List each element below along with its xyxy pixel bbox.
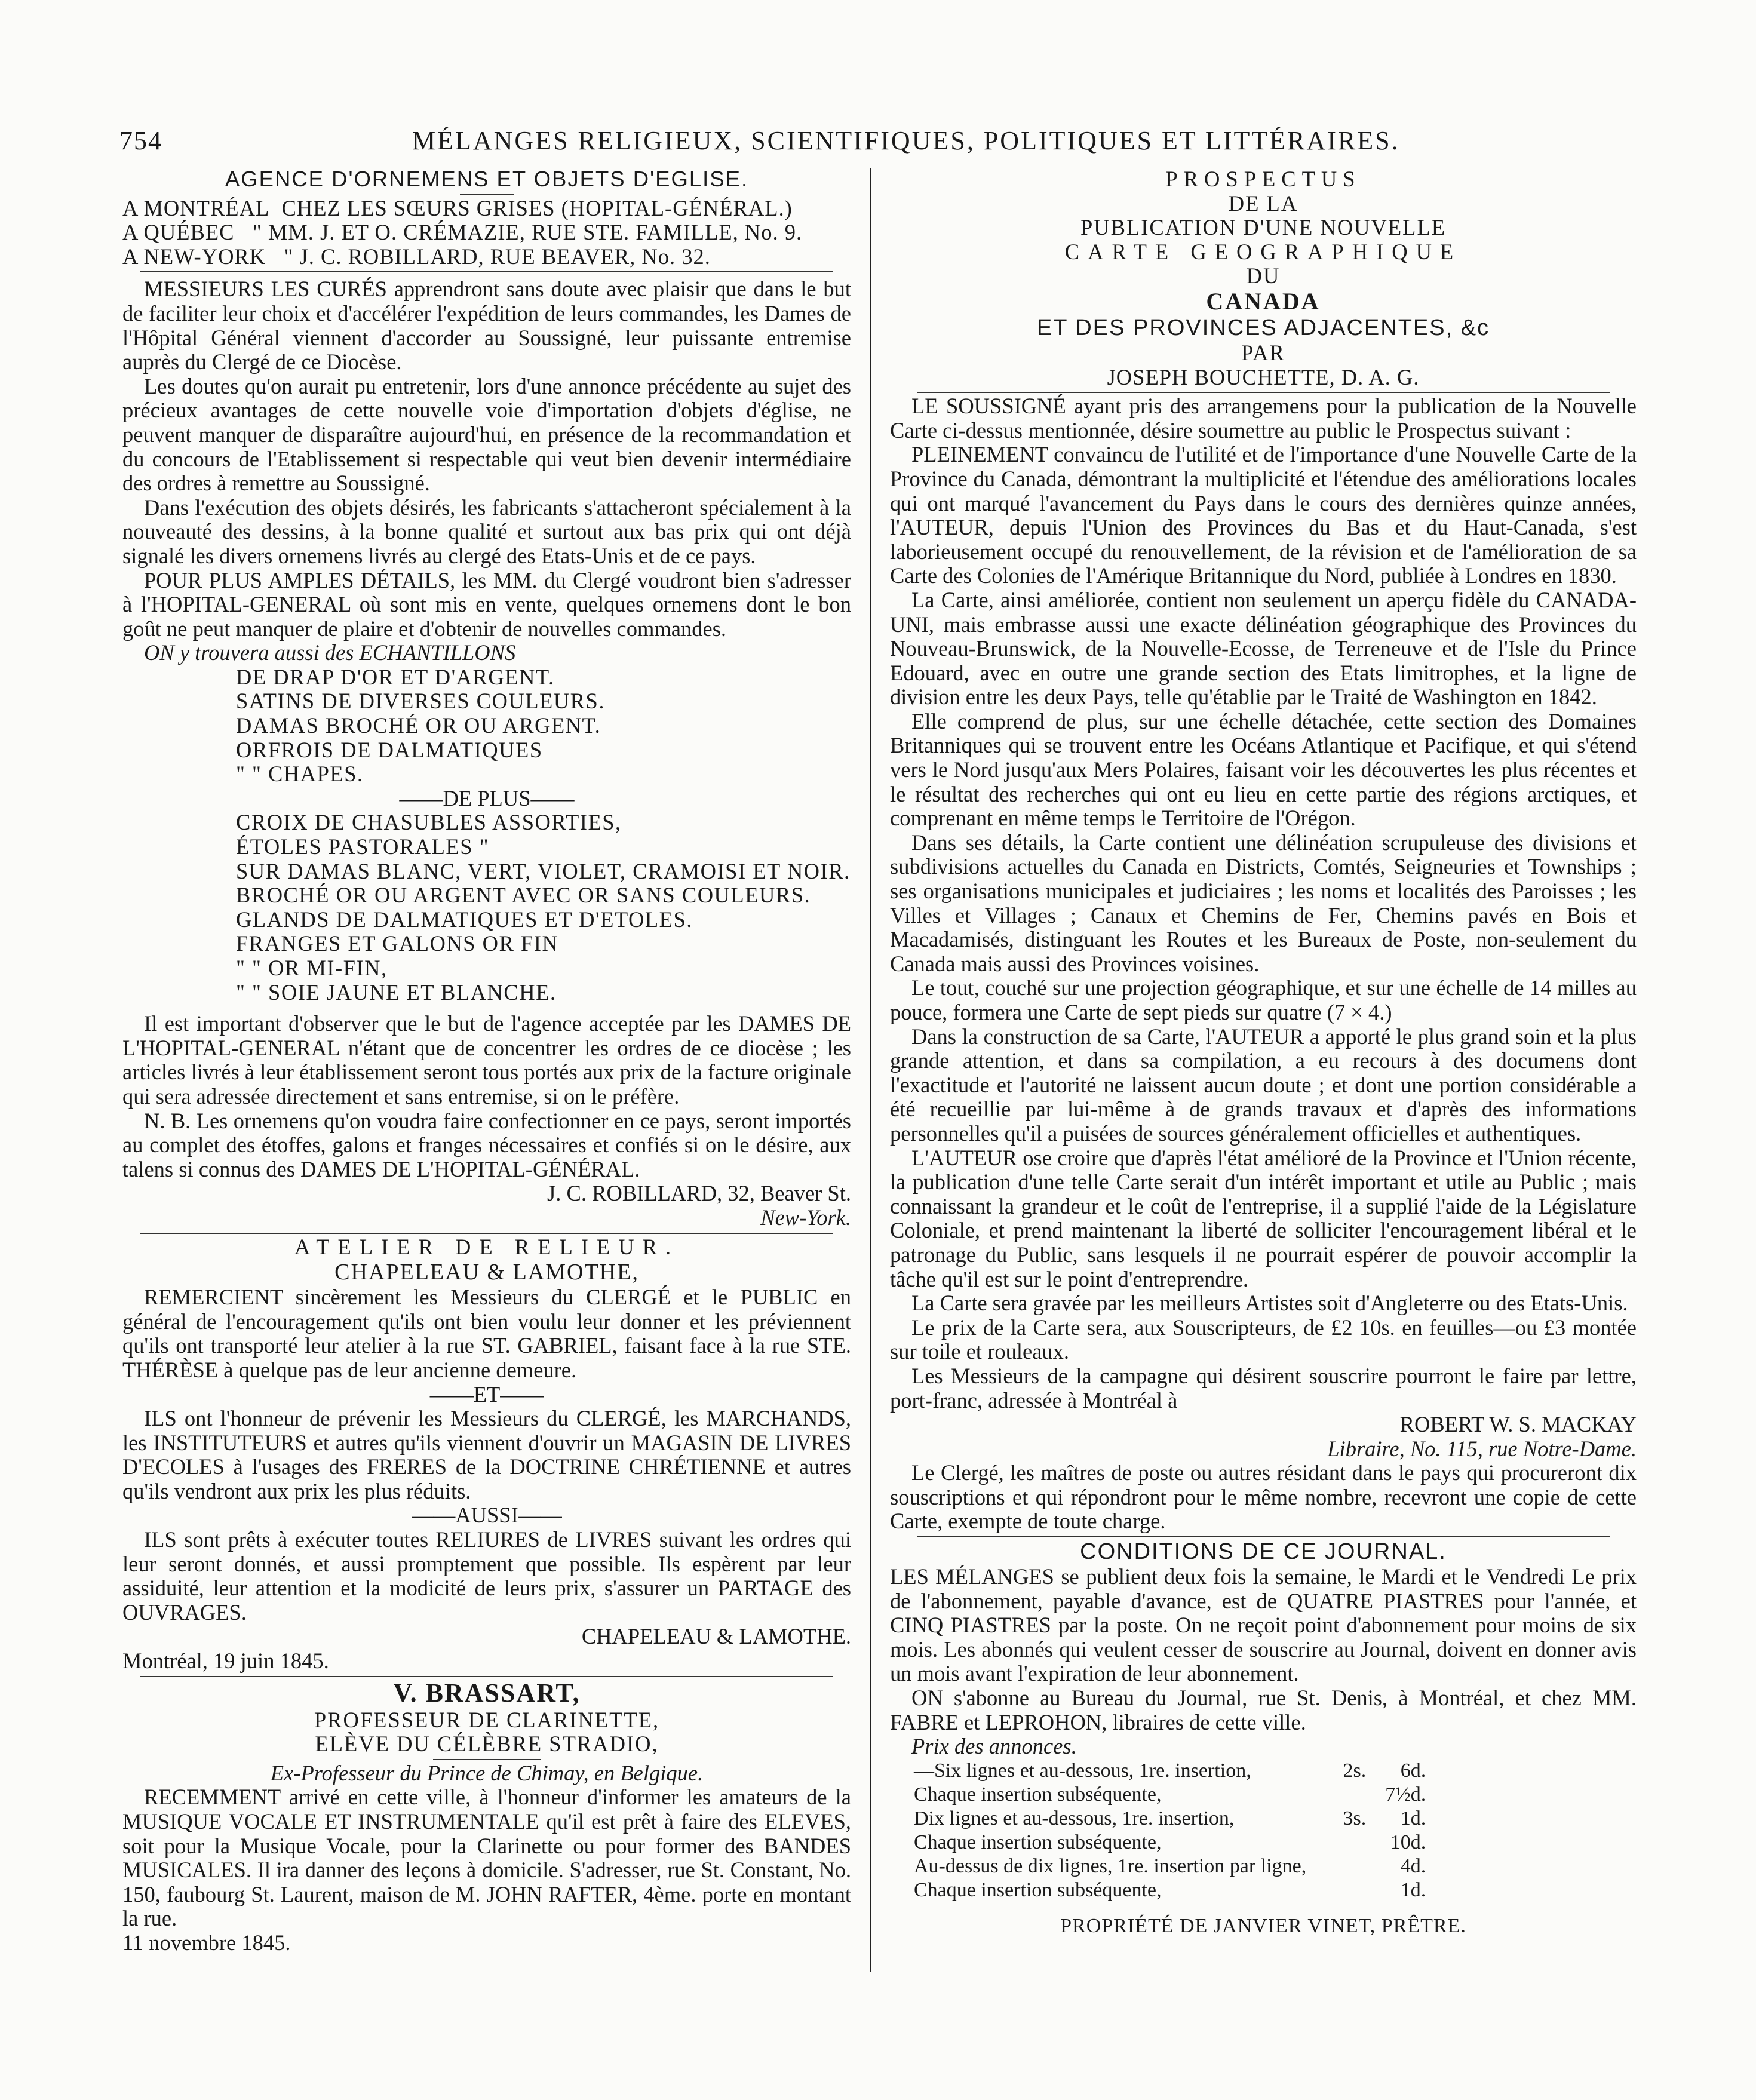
extra-item: ÉTOLES PASTORALES " [236,834,490,859]
prospectus-paragraph: Le Clergé, les maîtres de poste ou autres résidant dans le pays qui procureront dix souscriptions et qui répondront pour le même nombre, recevront une copie de cette Carte, exempte de toute charge. [890,1460,1637,1534]
brassart-line: ELÈVE DU CÉLÈBRE STRADIO, [315,1731,659,1757]
prospectus-line: PAR [1241,340,1285,365]
brassart-paragraph: RECEMMENT arrivé en cette ville, à l'honneur d'informer les amateurs de la MUSIQUE VOCALE ET INSTRUMENTALE qu'il est prêt à faire des ELEVES, soit pour la Musique Vocale, pour la Clarinette ou pour former des BANDES MUSICALES. Il ira danner des leçons à domicile. S'adresser, rue St. Constant, No. 150, faubourg St. Laurent, maison de M. JOHN RAFTER, 4ème. porte en montant la rue. [122,1785,851,1931]
agence-paragraph: POUR PLUS AMPLES DÉTAILS, les MM. du Clergé voudront bien s'adresser à l'HOPITAL-GENERAL où sont mis en vente, quelques ornemens dont le bon goût ne peut manquer de plaire et d'obtenir de nouvelles commandes. [122,567,851,641]
prospectus-paragraph: Les Messieurs de la campagne qui désirent souscrire pourront le faire par lettre, port-franc, adressée à Montréal à [890,1363,1637,1413]
et-heading: ——ET—— [429,1381,544,1407]
extra-item: FRANGES ET GALONS OR FIN [236,931,559,956]
separator [140,1676,833,1677]
extra-item: " " OR MI-FIN, [236,956,388,980]
separator [460,194,514,195]
footer-propriete: PROPRIÉTÉ DE JANVIER VINET, PRÊTRE. [1060,1914,1466,1937]
table-row: Dix lignes et au-dessous, 1re. insertion, 3s. 1d. [914,1807,1426,1829]
aussi-heading: ——AUSSI—— [412,1503,562,1528]
brassart-line: Ex-Professeur du Prince de Chimay, en Belgique. [270,1760,704,1785]
prospectus-line: PUBLICATION D'UNE NOUVELLE [1080,215,1447,240]
prospectus-paragraph: PLEINEMENT convaincu de l'utilité et de l'importance d'une Nouvelle Carte de la Province du Canada, démontrant la multiplicité et l'étendue des améliorations locales qui ont marqué l'avancement du Pays dans le cours des dernières quinze années, l'AUTEUR, depuis l'Union des Provinces du Bas et du Haut-Canada, s'est laborieusement occupé du renouvellement, de la révision et de l'amélioration de sa Carte des Colonies de l'Amérique Britannique du Nord, publiée à Londres en 1830. [890,442,1637,588]
address-city: A MONTRÉAL [122,195,270,220]
prospectus-paragraph: La Carte, ainsi améliorée, contient non seulement un aperçu fidèle du CANADA-UNI, mais embrasse aussi une exacte délinéation géographique des Provinces du Nouveau-Brunswick, de la Nouvelle-Ecosse, de Terreneuve et de l'Isle du Prince Edouard, avec en outre une grande section des Etats limitrophes, et la ligne de division entre les deux Pays, telle qu'établie par le Traité de Washington en 1842. [890,587,1637,710]
table-row: Chaque insertion subséquente, 10d. [914,1831,1426,1853]
prix-label: Prix des annonces. [911,1734,1077,1759]
prospectus-paragraph: Le tout, couché sur une projection géographique, et sur une échelle de 14 milles au pouce, formera une Carte de sept pieds sur quatre (7 × 4.) [890,975,1637,1024]
address-newyork [122,245,851,269]
address-text: " J. C. ROBILLARD, RUE BEAVER, No. 32. [284,244,711,269]
prospectus-signature: ROBERT W. S. MACKAY [1399,1412,1637,1437]
fabric-item: " " CHAPES. [236,762,364,787]
table-row: Chaque insertion subséquente, 7½d. [914,1783,1426,1806]
prix-table [914,1759,1432,1902]
conditions-title: CONDITIONS DE CE JOURNAL. [1080,1539,1447,1565]
fabric-item: DAMAS BROCHÉ OR OU ARGENT. [236,713,601,738]
running-title: MÉLANGES RELIGIEUX, SCIENTIFIQUES, POLITIQUES ET LITTÉRAIRES. [412,126,1400,155]
right-column [890,167,1637,1978]
brassart-line: PROFESSEUR DE CLARINETTE, [314,1707,660,1732]
address-text: CHEZ LES SŒURS GRISES (HOPITAL-GÉNÉRAL.) [281,195,793,220]
atelier-date: Montréal, 19 juin 1845. [122,1648,329,1674]
column-rule [870,168,871,1972]
prospectus-paragraph: Elle comprend de plus, sur une échelle détachée, cette section des Domaines Britanniques qui se trouvent entre les Océans Atlantique et Pacifique, et qui s'étend vers le Nord jusqu'aux Mers Polaires, faisant voir les découvertes les plus récentes et le résultat des recherches qui ont eu lieu en cette partie des régions arctiques, et comprenant en même temps le Territoire de l'Orégon. [890,708,1637,831]
prospectus-paragraph: L'AUTEUR ose croire que d'après l'état amélioré de la Province et l'Union récente, la publication d'une telle Carte serait d'un intérêt important et utile au Public ; mais connaissant la grandeur et le coût de l'entreprise, il a supplié l'aide de la Législature Coloniale, et prend maintenant la liberté de solliciter l'encouragement libéral et le patronage du Public, sans lesquels il ne pourrait espérer de pouvoir accomplir la tâche qu'il est sur le point d'entreprendre. [890,1145,1637,1291]
agence-signature: J. C. ROBILLARD, 32, Beaver St. [547,1181,851,1206]
table-row: Au-dessus de dix lignes, 1re. insertion par ligne, 4d. [914,1855,1426,1877]
brassart-date: 11 novembre 1845. [122,1930,291,1955]
fabric-item: ORFROIS DE DALMATIQUES [236,737,543,762]
prospectus-paragraph: LE SOUSSIGNÉ ayant pris des arrangemens pour la publication de la Nouvelle Carte ci-dessus mentionnée, désire soumettre au public le Prospectus suivant : [890,394,1637,443]
prospectus-paragraph: Dans ses détails, la Carte contient une délinéation scrupuleuse des divisions et subdivisions actuelles du Canada en Districts, Comtés, Seigneuries et Townships ; ses organisations municipales et judiciaires ; les noms et localités des Paroisses ; les Villes et Villages ; Canaux et Chemins de Fer, Chemins pavés en Bois et Macadamisés, distinguant les Routes et les Bureaux de Poste, non-seulement du Canada mais aussi des Provinces voisines. [890,830,1637,976]
extra-item: CROIX DE CHASUBLES ASSORTIES, [236,810,622,835]
address-quebec [122,220,851,245]
prospectus-paragraph: Dans la construction de sa Carte, l'AUTEUR a apporté le plus grand soin et la plus grande attention, et dans sa compilation, a eu recours à des documens dont l'exactitude et l'autorité ne laissent aucun doute ; et dont une portion considérable a été recueillie par lui-même à de grands travaux et d'après des informations personnelles qu'il a puisées de sources généralement officielles et authentiques. [890,1024,1637,1146]
conditions-paragraph: LES MÉLANGES se publient deux fois la semaine, le Mardi et le Vendredi Le prix de l'abonnement, payable d'avance, est de QUATRE PIASTRES pour l'année, et CINQ PIASTRES par la poste. On ne reçoit point d'abonnement pour moins de six mois. Les abonnés qui veulent cesser de souscrire au Journal, doivent en donner avis un mois avant l'expiration de leur abonnement. [890,1564,1637,1686]
de-plus-heading: ——DE PLUS—— [399,785,575,810]
carte-title: CARTE GEOGRAPHIQUE [1064,239,1462,264]
atelier-paragraph: REMERCIENT sincèrement les Messieurs du CLERGÉ et le PUBLIC en général de l'encouragement qu'ils ont bien voulu leur donner et les préviennent qu'ils ont transporté leur atelier à la rue ST. GABRIEL, faisant face à la rue STE. THÉRÈSE à quelque pas de leur ancienne demeure. [122,1285,851,1382]
atelier-title: ATELIER DE RELIEUR. [294,1234,680,1259]
atelier-paragraph: ILS sont prêts à exécuter toutes RELIURES de LIVRES suivant les ordres qui leur seront donnés, et aussi promptement que possible. Ils espèrent par leur assiduité, leur attention et la modicité de leurs prix, s'assurer un PARTAGE des OUVRAGES. [122,1527,851,1625]
table-row: —Six lignes et au-dessous, 1re. insertion, 2s. 6d. [914,1759,1426,1782]
brassart-name: V. BRASSART, [393,1678,581,1708]
atelier-paragraph: ILS ont l'honneur de prévenir les Messieurs du CLERGÉ, les MARCHANDS, les INSTITUTEURS et autres qu'ils viennent d'ouvrir un MAGASIN DE LIVRES D'ECOLES à l'usages des FRERES de la DOCTRINE CHRÉTIENNE et autres qu'ils vendront aux prix les plus réduits. [122,1406,851,1503]
running-head [119,123,1648,159]
prospectus-paragraph: Le prix de la Carte sera, aux Souscripteurs, de £2 10s. en feuilles—ou £3 montée sur toile et rouleaux. [890,1315,1637,1364]
prospectus-author: JOSEPH BOUCHETTE, D. A. G. [1107,364,1420,389]
separator [917,392,1610,393]
prospectus-signature-address: Libraire, No. 115, rue Notre-Dame. [1327,1436,1637,1461]
provinces-title: ET DES PROVINCES ADJACENTES, &c [1036,315,1490,340]
atelier-subtitle: CHAPELEAU & LAMOTHE, [334,1260,639,1285]
extra-item: " " SOIE JAUNE ET BLANCHE. [236,980,557,1005]
separator [917,1536,1610,1537]
fabric-item: SATINS DE DIVERSES COULEURS. [236,689,605,714]
page-number: 754 [119,126,162,155]
left-column [122,167,851,1978]
address-city: A NEW-YORK [122,244,266,269]
conditions-paragraph: ON s'abonne au Bureau du Journal, rue St. Denis, à Montréal, et chez MM. FABRE et LEPROHON, libraires de cette ville. [890,1685,1637,1734]
separator [433,1759,541,1760]
fabric-item: DE DRAP D'OR ET D'ARGENT. [236,664,555,689]
agence-paragraph: Il est important d'observer que le but de l'agence acceptée par les DAMES DE L'HOPITAL-GENERAL n'étant que de concentrer les ordres de ce diocèse ; les articles livrés à leur établissement seront tous portés aux prix de la facture originale qui sera adressée directement et sans entremise, si on le préfère. [122,1011,851,1109]
atelier-signature: CHAPELEAU & LAMOTHE. [581,1624,851,1649]
prospectus-line: DE LA [1228,191,1298,216]
address-city: A QUÉBEC [122,220,235,245]
extra-item: BROCHÉ OR OU ARGENT AVEC OR SANS COULEURS. [236,883,811,908]
agence-paragraph: Dans l'exécution des objets désirés, les fabricants s'attacheront spécialement à la nouveauté des dessins, à la bonne qualité et surtout aux bas prix qui ont déjà signalé les divers ornemens livrés au clergé des Etats-Unis et de ce pays. [122,495,851,568]
agence-paragraph: MESSIEURS LES CURÉS apprendront sans doute avec plaisir que dans le but de faciliter leur choix et d'accélérer l'expédition de leurs commandes, les Dames de l'Hôpital Général viennent d'accorder au Soussigné, leur puissante entremise auprès du Clergé de ce Diocèse. [122,277,851,374]
address-text: " MM. J. ET O. CRÉMAZIE, RUE STE. FAMILLE, No. 9. [252,220,803,245]
address-montreal [122,197,851,221]
canada-title: CANADA [1206,287,1321,315]
agence-paragraph: N. B. Les ornemens qu'on voudra faire confectionner en ce pays, seront importés au complet des étoffes, galons et franges nécessaires et confiés si on le désire, aux talens si connus des DAMES DE L'HOPITAL-GÉNÉRAL. [122,1108,851,1181]
agence-title: AGENCE D'ORNEMENS ET OBJETS D'EGLISE. [225,167,749,191]
prospectus-paragraph: La Carte sera gravée par les meilleurs Artistes soit d'Angleterre ou des Etats-Unis. [911,1291,1628,1316]
prospectus-title: PROSPECTUS [1165,167,1361,191]
extra-item: GLANDS DE DALMATIQUES ET D'ETOLES. [236,907,693,932]
agence-paragraph: Les doutes qu'on aurait pu entretenir, lors d'une annonce précédente au sujet des précieux avantages de cette nouvelle voie d'importation d'objets d'église, ne peuvent manquer de disparaître aujourd'hui, en présence de la recommandation et du concours de l'Etablissement si respectable qui veut bien devenir intermédiaire des ordres à remettre au Soussigné. [122,373,851,496]
separator [140,1233,833,1234]
separator [140,271,833,272]
agence-signature-city: New-York. [760,1205,851,1230]
prospectus-line: DU [1246,263,1281,288]
agence-paragraph: ON y trouvera aussi des ECHANTILLONS [144,640,516,665]
extra-item: SUR DAMAS BLANC, VERT, VIOLET, CRAMOISI ET NOIR. [236,858,851,883]
table-row: Chaque insertion subséquente, 1d. [914,1878,1426,1901]
